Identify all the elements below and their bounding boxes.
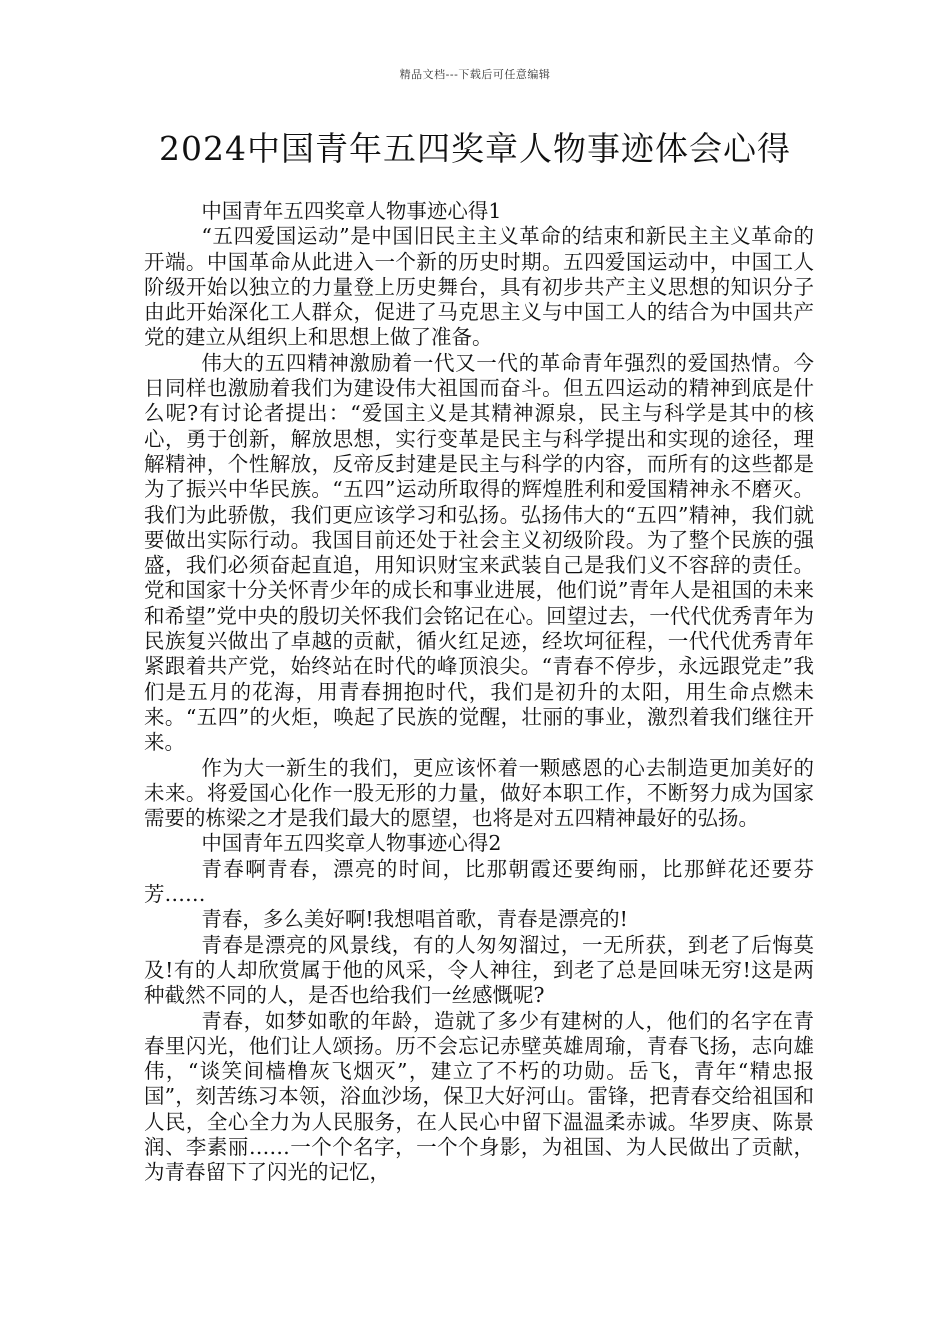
body-paragraph: 青春，如梦如歌的年龄，造就了多少有建树的人，他们的名字在青春里闪光，他们让人颂扬。历不会忘记赤壁英雄周瑜，青春飞扬，志向雄伟，“谈笑间樯橹灰飞烟灭”，建立了不朽的功勋。岳飞，青年“精忠报国”，刻苦练习本领，浴血沙场，保卫大好河山。雷锋，把青春交给祖国和人民，全心全力为人民服务，在人民心中留下温温柔赤诚。华罗庚、陈景润、李素丽……一个个名字，一个个身影，为祖国、为人民做出了贡献，为青春留下了闪光的记忆，	[144, 1008, 814, 1185]
document-body	[144, 199, 814, 1186]
body-paragraph: 伟大的五四精神激励着一代又一代的革命青年强烈的爱国热情。今日同样也激励着我们为建设伟大祖国而奋斗。但五四运动的精神到底是什么呢?有讨论者提出：“爱国主义是其精神源泉，民主与科学是其中的核心，勇于创新，解放思想，实行变革是民主与科学提出和实现的途径，理解精神，个性解放，反帝反封建是民主与科学的内容，而所有的这些都是为了振兴中华民族。“五四”运动所取得的辉煌胜利和爱国精神永不磨灭。我们为此骄傲，我们更应该学习和弘扬。弘扬伟大的“五四”精神，我们就要做出实际行动。我国目前还处于社会主义初级阶段。为了整个民族的强盛，我们必须奋起直追，用知识财宝来武装自己是我们义不容辞的责任。党和国家十分关怀青少年的成长和事业进展，他们说”青年人是祖国的未来和希望”党中央的殷切关怀我们会铭记在心。回望过去，一代代优秀青年为民族复兴做出了卓越的贡献，循火红足迹，经坎坷征程，一代代优秀青年紧跟着共产党，始终站在时代的峰顶浪尖。“青春不停步，永远跟党走”我们是五月的花海，用青春拥抱时代，我们是初升的太阳，用生命点燃未来。“五四”的火炬，唤起了民族的觉醒，壮丽的事业，激烈着我们继往开来。	[144, 350, 814, 755]
body-paragraph: 青春是漂亮的风景线，有的人匆匆溜过，一无所获，到老了后悔莫及!有的人却欣赏属于他的风采，令人神往，到老了总是回味无穷!这是两种截然不同的人，是否也给我们一丝感慨呢?	[144, 932, 814, 1008]
document-title: 2024中国青年五四奖章人物事迹体会心得	[159, 129, 791, 168]
body-paragraph: “五四爱国运动”是中国旧民主主义革命的结束和新民主主义革命的开端。中国革命从此进入一个新的历史时期。五四爱国运动中，中国工人阶级开始以独立的力量登上历史舞台，具有初步共产主义思想的知识分子由此开始深化工人群众，促进了马克思主义与中国工人的结合为中国共产党的建立从组织上和思想上做了准备。	[144, 224, 814, 350]
body-paragraph: 青春，多么美好啊!我想唱首歌，青春是漂亮的!	[201, 907, 628, 932]
body-paragraph: 青春啊青春，漂亮的时间，比那朝霞还要绚丽，比那鲜花还要芬芳……	[144, 856, 814, 907]
section-heading: 中国青年五四奖章人物事迹心得1	[201, 199, 502, 223]
body-paragraph: 作为大一新生的我们，更应该怀着一颗感恩的心去制造更加美好的未来。将爱国心化作一股无形的力量，做好本职工作，不断努力成为国家需要的栋梁之才是我们最大的愿望，也将是对五四精神最好的弘扬。	[144, 755, 814, 831]
header-note: 精品文档---下载后可任意编辑	[399, 68, 551, 81]
section-heading: 中国青年五四奖章人物事迹心得2	[201, 831, 502, 856]
